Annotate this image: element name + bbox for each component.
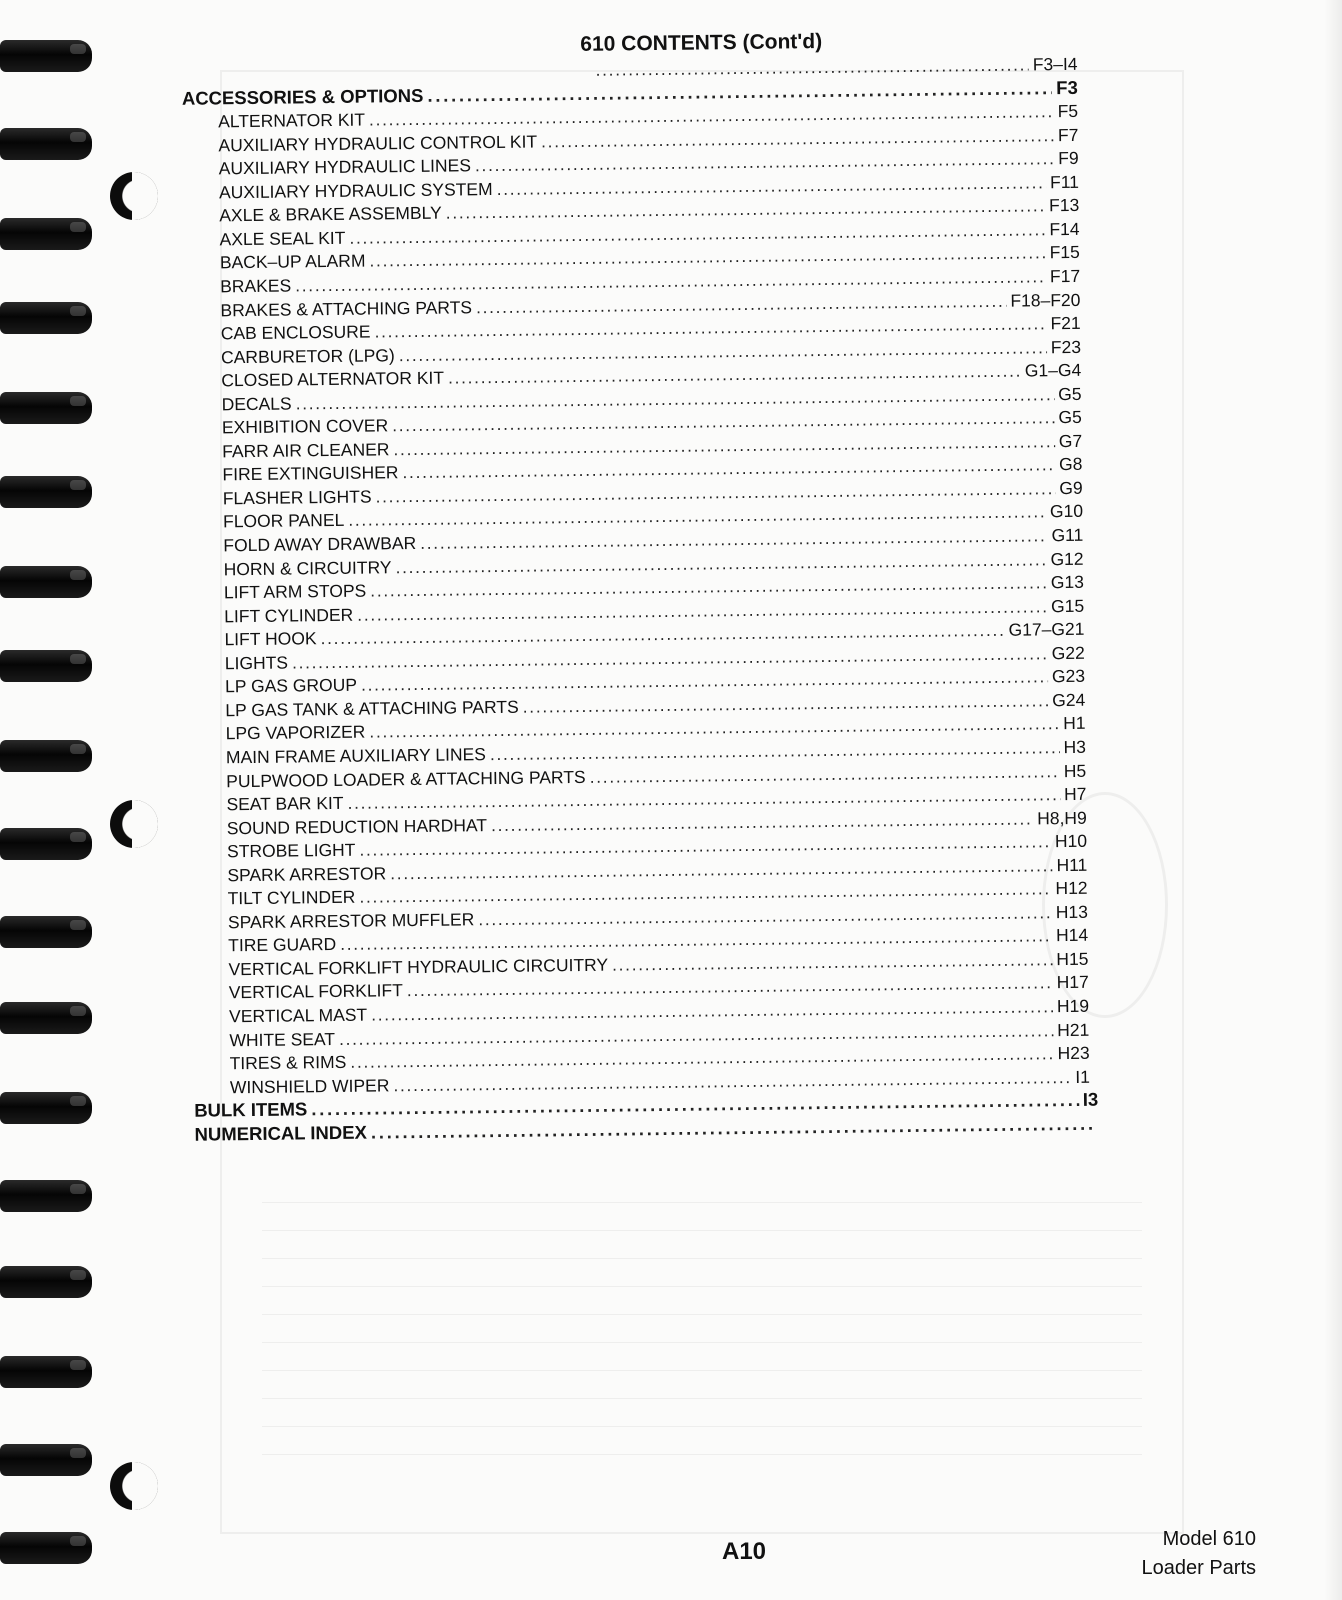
toc-item-label: EXHIBITION COVER — [221, 415, 389, 438]
toc-item-label: LIGHTS — [224, 652, 289, 674]
toc-item-label: BACK–UP ALARM — [219, 250, 366, 273]
toc-page-ref: G5 — [1058, 407, 1082, 428]
toc-page-ref: H21 — [1057, 1019, 1090, 1040]
toc-item-label: SOUND REDUCTION HARDHAT — [226, 814, 488, 838]
toc-page-ref: F18–F20 — [1010, 289, 1081, 311]
toc-item-label: LP GAS GROUP — [224, 674, 358, 697]
toc-item-label: MAIN FRAME AUXILIARY LINES — [225, 744, 487, 768]
toc-page-ref: F21 — [1050, 312, 1081, 334]
toc-item-label: SPARK ARRESTOR — [227, 863, 387, 885]
toc-page-ref: H12 — [1055, 878, 1088, 899]
toc-page-ref: G8 — [1058, 454, 1083, 475]
toc-item-label: LIFT ARM STOPS — [223, 580, 367, 603]
toc-page-ref: G12 — [1050, 548, 1084, 569]
model-subline: Loader Parts — [1141, 1557, 1256, 1579]
toc-page-ref: G7 — [1058, 430, 1083, 451]
toc-item-label: FLASHER LIGHTS — [222, 486, 372, 509]
toc-item-label: TILT CYLINDER — [227, 886, 356, 909]
toc-page-ref: F7 — [1057, 124, 1079, 145]
toc-item-label: LP GAS TANK & ATTACHING PARTS — [225, 696, 519, 721]
toc-item-label: FLOOR PANEL — [222, 510, 345, 532]
toc-item-label: DECALS — [221, 393, 292, 415]
toc-item-label: FIRE EXTINGUISHER — [222, 462, 399, 485]
toc-page-ref: F5 — [1057, 100, 1079, 122]
toc-page-ref: F17 — [1049, 265, 1081, 287]
toc-item-label: LIFT CYLINDER — [224, 604, 354, 626]
toc-item-label: BRAKES & ATTACHING PARTS — [220, 296, 473, 320]
toc-item-label: HORN & CIRCUITRY — [223, 556, 392, 579]
toc-item-label: LPG VAPORIZER — [225, 721, 366, 744]
toc-page-ref: G9 — [1059, 477, 1083, 498]
toc-range-page: F3–I4 — [1032, 53, 1078, 75]
toc-page-ref: G1–G4 — [1024, 359, 1082, 381]
toc-page-ref: H13 — [1055, 901, 1089, 922]
toc-page-ref: I1 — [1075, 1066, 1091, 1087]
toc-page-ref: G23 — [1051, 666, 1086, 687]
toc-page-ref: I3 — [1082, 1088, 1099, 1111]
toc-page-ref: F14 — [1049, 218, 1080, 240]
toc-page-ref: F9 — [1058, 148, 1079, 169]
toc-item-label: FOLD AWAY DRAWBAR — [223, 532, 417, 556]
toc-item-label: TIRES & RIMS — [229, 1051, 347, 1074]
toc-item-label: VERTICAL FORKLIFT HYDRAULIC CIRCUITRY — [228, 954, 609, 980]
toc-page-ref: G17–G21 — [1008, 618, 1085, 640]
toc-page-ref: H5 — [1063, 760, 1087, 781]
toc-item-label: AUXILIARY HYDRAULIC LINES — [218, 155, 472, 179]
toc-page-ref: H10 — [1054, 830, 1088, 852]
toc-item-label: FARR AIR CLEANER — [222, 439, 390, 462]
toc-page-ref: H15 — [1056, 948, 1089, 970]
toc-page-ref: H23 — [1057, 1042, 1090, 1064]
toc-item-label: WINSHIELD WIPER — [229, 1074, 390, 1097]
toc-item-label: WHITE SEAT — [229, 1028, 336, 1050]
toc-page-ref: G13 — [1050, 571, 1084, 593]
toc-page-ref: H17 — [1056, 972, 1089, 993]
toc-page-ref: H1 — [1063, 713, 1086, 734]
toc-page-ref: G22 — [1051, 642, 1085, 663]
toc-page-ref: H8,H9 — [1037, 807, 1087, 828]
toc-page-ref: F11 — [1049, 171, 1080, 192]
toc-item-label: AXLE SEAL KIT — [219, 227, 346, 250]
toc-item-label: AXLE & BRAKE ASSEMBLY — [219, 202, 442, 226]
toc-item-label: CARBURETOR (LPG) — [220, 344, 395, 367]
toc-item-label: LIFT HOOK — [224, 628, 317, 650]
toc-page-ref: F23 — [1050, 336, 1082, 357]
toc-page-ref: G15 — [1050, 595, 1085, 616]
page-title: 610 CONTENTS (Cont'd) — [580, 29, 823, 56]
toc-section-label: ACCESSORIES & OPTIONS — [181, 84, 424, 109]
toc-item-label: SEAT BAR KIT — [226, 792, 344, 815]
model-line: Model 610 — [1162, 1528, 1256, 1550]
toc-item-label: PULPWOOD LOADER & ATTACHING PARTS — [226, 766, 586, 791]
toc-page-ref: F15 — [1049, 242, 1080, 263]
toc-page-ref: G24 — [1052, 689, 1086, 711]
toc-item-label: CAB ENCLOSURE — [220, 321, 371, 344]
toc-section-label: NUMERICAL INDEX — [194, 1121, 367, 1145]
toc-item-label: BRAKES — [220, 275, 292, 297]
toc-page-ref: F3 — [1056, 76, 1078, 98]
toc-page-ref: G11 — [1051, 524, 1084, 546]
toc-item-label: CLOSED ALTERNATOR KIT — [221, 367, 445, 391]
toc-page-ref: G10 — [1049, 501, 1084, 522]
model-label — [1100, 1525, 1256, 1583]
toc-item-label: AUXILIARY HYDRAULIC CONTROL KIT — [218, 131, 538, 155]
toc-item-label: AUXILIARY HYDRAULIC SYSTEM — [218, 178, 493, 203]
toc-page-ref: H7 — [1063, 783, 1087, 805]
toc-item-label: SPARK ARRESTOR MUFFLER — [227, 909, 475, 933]
toc-page-ref: F13 — [1048, 195, 1080, 216]
toc-page-ref: H11 — [1056, 854, 1088, 875]
toc-item-label: STROBE LIGHT — [226, 839, 356, 862]
toc-page-ref: H19 — [1056, 995, 1090, 1017]
toc-item-label: TIRE GUARD — [228, 934, 337, 956]
toc-page-ref: H3 — [1063, 736, 1086, 758]
toc-page-ref: G5 — [1058, 383, 1082, 404]
toc-item-label: VERTICAL MAST — [228, 1004, 368, 1027]
toc-item-label: VERTICAL FORKLIFT — [228, 980, 403, 1003]
toc-item-label: ALTERNATOR KIT — [218, 109, 366, 132]
toc-section-label: BULK ITEMS — [194, 1098, 308, 1121]
page-number: A10 — [722, 1538, 767, 1565]
toc-page-ref: H14 — [1055, 925, 1089, 946]
